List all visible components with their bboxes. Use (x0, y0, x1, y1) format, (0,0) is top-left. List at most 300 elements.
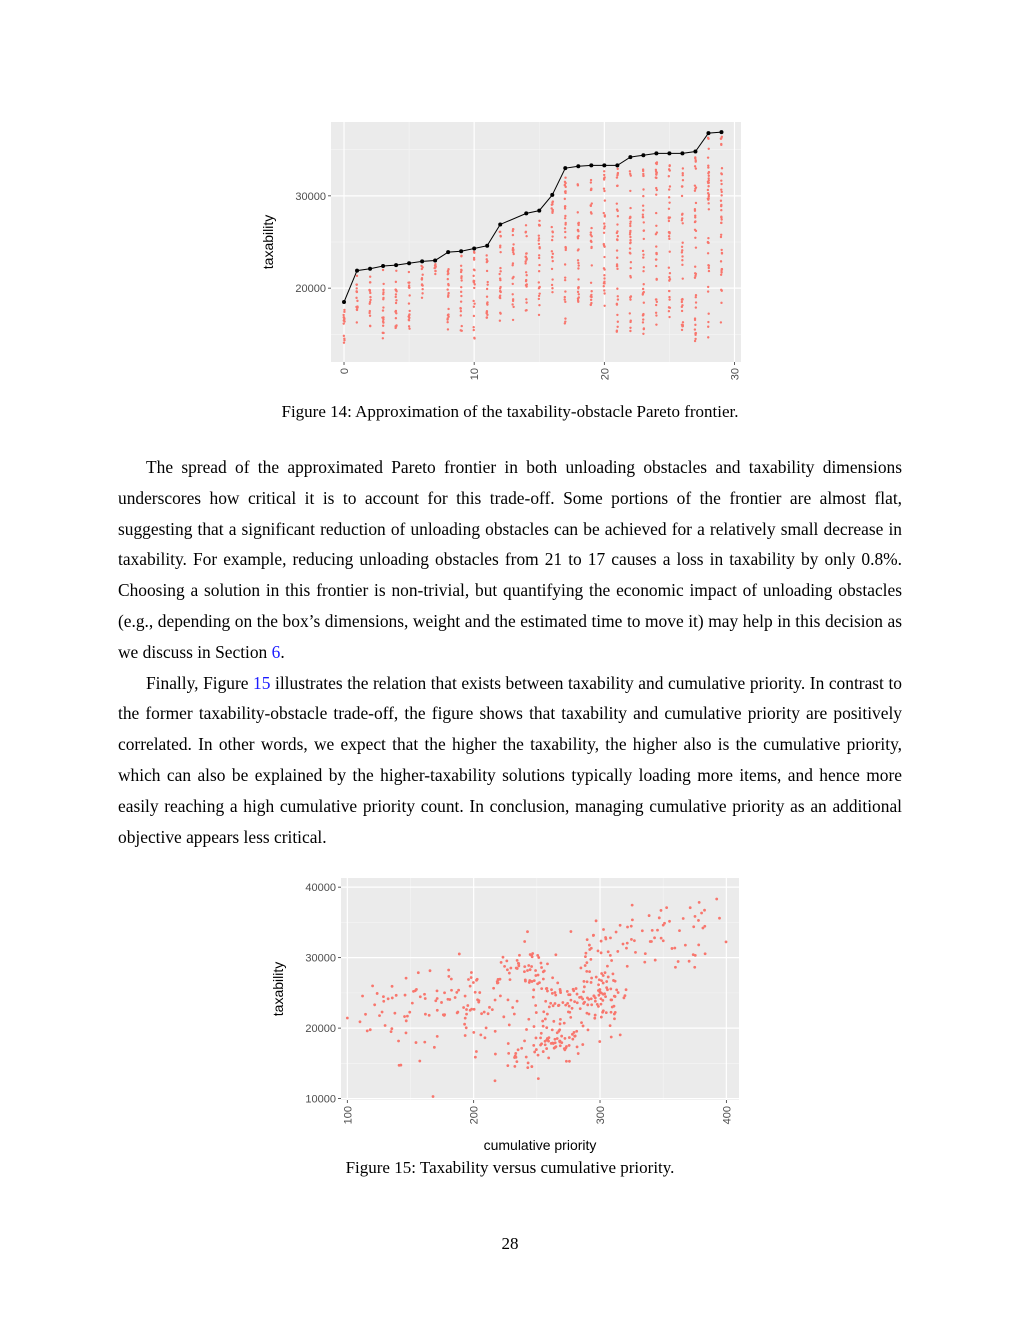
data-point (707, 156, 709, 158)
data-point (594, 1000, 597, 1003)
data-point (590, 295, 592, 297)
data-point (603, 177, 605, 179)
data-point (720, 218, 722, 220)
data-point (580, 1021, 583, 1024)
data-point (436, 997, 439, 1000)
data-point (486, 316, 488, 318)
data-point (432, 1095, 435, 1098)
data-point (625, 988, 628, 991)
data-point (580, 996, 583, 999)
data-point (604, 215, 606, 217)
data-point (674, 966, 677, 969)
data-point (508, 1024, 511, 1027)
data-point (361, 995, 364, 998)
data-point (603, 305, 605, 307)
data-point (520, 1047, 523, 1050)
data-point (376, 992, 379, 995)
data-point (382, 1000, 385, 1003)
data-point (616, 174, 618, 176)
data-point (697, 919, 700, 922)
section-ref-link[interactable]: 6 (271, 641, 281, 662)
data-point (668, 196, 670, 198)
data-point (566, 1002, 569, 1005)
data-point (382, 325, 384, 327)
data-point (577, 224, 579, 226)
data-point (629, 252, 631, 254)
data-point (540, 1032, 543, 1035)
data-point (391, 997, 394, 1000)
data-point (616, 303, 618, 305)
data-point (546, 1013, 549, 1016)
data-point (597, 949, 600, 952)
data-point (393, 1012, 396, 1015)
data-point (603, 187, 605, 189)
data-point (371, 984, 374, 987)
data-point (460, 275, 462, 277)
data-point (708, 265, 710, 267)
data-point (707, 286, 709, 288)
frontier-point (537, 209, 541, 213)
data-point (725, 940, 728, 943)
data-point (603, 190, 605, 192)
data-point (607, 976, 610, 979)
data-point (499, 994, 502, 997)
data-point (408, 294, 410, 296)
data-point (577, 262, 579, 264)
data-point (447, 278, 449, 280)
data-point (512, 243, 514, 245)
data-point (551, 226, 553, 228)
y-tick-label: 30000 (295, 190, 326, 203)
frontier-point (654, 151, 658, 155)
frontier-point (498, 222, 502, 226)
data-point (682, 167, 684, 169)
data-point (708, 267, 710, 269)
data-point (450, 989, 453, 992)
data-point (568, 1060, 571, 1063)
data-point (564, 236, 566, 238)
data-point (593, 1017, 596, 1020)
data-point (405, 1031, 408, 1034)
data-point (395, 293, 397, 295)
frontier-point (420, 259, 424, 263)
plot-panel (341, 878, 739, 1100)
data-point (582, 990, 585, 993)
data-point (473, 329, 475, 331)
data-point (538, 257, 540, 259)
data-point (407, 281, 409, 283)
data-point (382, 297, 384, 299)
data-point (460, 329, 462, 331)
data-point (487, 1012, 490, 1015)
data-point (616, 331, 618, 333)
data-point (355, 297, 357, 299)
data-point (535, 1037, 538, 1040)
data-point (499, 295, 501, 297)
data-point (523, 1039, 526, 1042)
data-point (590, 290, 592, 292)
data-point (561, 1001, 564, 1004)
data-point (369, 276, 371, 278)
data-point (459, 307, 461, 309)
data-point (545, 1047, 548, 1050)
frontier-point (342, 300, 346, 304)
data-point (422, 274, 424, 276)
data-point (538, 298, 540, 300)
frontier-point (485, 244, 489, 248)
data-point (668, 316, 670, 318)
data-point (534, 1004, 537, 1007)
data-point (694, 237, 696, 239)
data-point (681, 255, 683, 257)
data-point (695, 273, 697, 275)
data-point (668, 201, 670, 203)
data-point (655, 245, 657, 247)
data-point (681, 246, 683, 248)
data-point (564, 298, 566, 300)
data-point (460, 286, 462, 288)
data-point (551, 992, 554, 995)
data-point (356, 308, 358, 310)
data-point (613, 1005, 616, 1008)
data-point (630, 925, 633, 928)
data-point (382, 337, 384, 339)
data-point (538, 220, 540, 222)
frontier-point (524, 211, 528, 215)
data-point (421, 284, 423, 286)
data-point (590, 227, 592, 229)
data-point (590, 181, 592, 183)
data-point (447, 313, 449, 315)
data-point (570, 999, 573, 1002)
data-point (694, 338, 696, 340)
data-point (583, 985, 586, 988)
data-point (682, 174, 684, 176)
data-point (455, 991, 458, 994)
data-point (424, 997, 427, 1000)
data-point (564, 192, 566, 194)
frontier-point (433, 258, 437, 262)
data-point (708, 148, 710, 150)
data-point (546, 962, 549, 965)
data-point (513, 253, 515, 255)
data-point (677, 960, 680, 963)
data-point (497, 978, 500, 981)
data-point (420, 265, 422, 267)
data-point (457, 989, 460, 992)
data-point (421, 268, 423, 270)
data-point (568, 1044, 571, 1047)
data-point (588, 944, 591, 947)
data-point (682, 222, 684, 224)
data-point (707, 290, 709, 292)
data-point (642, 318, 644, 320)
data-point (597, 989, 600, 992)
data-point (668, 920, 671, 923)
data-point (604, 199, 606, 201)
data-point (681, 213, 683, 215)
data-point (630, 267, 632, 269)
data-point (525, 271, 527, 273)
data-point (474, 991, 477, 994)
figure-ref-link[interactable]: 15 (253, 672, 271, 693)
data-point (597, 1005, 600, 1008)
data-point (508, 972, 511, 975)
data-point (720, 302, 722, 304)
data-point (577, 259, 579, 261)
data-point (382, 320, 384, 322)
data-point (447, 998, 450, 1001)
data-point (407, 315, 409, 317)
data-point (552, 253, 554, 255)
data-point (707, 242, 709, 244)
data-point (577, 1052, 580, 1055)
data-point (552, 1020, 555, 1023)
data-point (472, 300, 474, 302)
data-point (616, 268, 618, 270)
data-point (554, 1002, 557, 1005)
data-point (525, 1028, 528, 1031)
data-point (568, 1011, 571, 1014)
data-point (546, 990, 549, 993)
data-point (642, 292, 644, 294)
data-point (708, 270, 710, 272)
data-point (408, 1011, 411, 1014)
data-point (707, 185, 709, 187)
data-point (485, 254, 487, 256)
data-point (642, 175, 644, 177)
data-point (655, 173, 657, 175)
data-point (533, 1025, 536, 1028)
data-point (506, 1064, 509, 1067)
data-point (616, 230, 618, 232)
data-point (707, 197, 709, 199)
data-point (566, 990, 569, 993)
data-point (543, 970, 546, 973)
data-point (525, 235, 527, 237)
data-point (682, 179, 684, 181)
data-point (648, 914, 651, 917)
data-point (629, 242, 631, 244)
data-point (540, 962, 543, 965)
data-point (629, 230, 631, 232)
data-point (382, 332, 384, 334)
data-point (460, 291, 462, 293)
paragraph-1-text: The spread of the approximated Pareto frontier in both unloading obstacles and taxability dimensions underscores how critical it is to account for this trade-off. Some portions of the frontier are almost flat, suggesting that a significant reduction of unloading obstacles can be achieved for a relatively small decrease in taxability. For example, reducing unloading obstacles from 21 to 17 causes a loss in taxability by only 0.8%. Choosing a solution in this frontier is non-trivial, but quantifying the economic impact of unloading obstacles (e.g., depending on the box’s dimensions, weight and the estimated time to move it) may help in this decision as we discuss in Section (118, 457, 902, 662)
data-point (597, 994, 600, 997)
data-point (707, 189, 709, 191)
paragraph-2-text: illustrates the relation that exists between taxability and cumulative priority. In contrast to the former taxability-obstacle trade-off, the figure shows that taxability and cumulative priority are positively correlated. In other words, we expect that the higher the taxability, the higher also is the cumulative priority, which can also be explained by the higher-taxability solutions typically loading more items, and hence more easily reaching a high cumulative priority count. In conclusion, managing cumulative priority as an additional objective appears less critical. (118, 672, 902, 847)
data-point (533, 979, 536, 982)
data-point (502, 956, 505, 959)
data-point (382, 269, 384, 271)
data-point (494, 1079, 497, 1082)
data-point (537, 1054, 540, 1057)
data-point (509, 967, 512, 970)
y-axis-label: taxability (270, 961, 286, 1017)
data-point (656, 231, 658, 233)
data-point (421, 292, 423, 294)
x-tick-label: 20 (599, 368, 612, 381)
data-point (534, 974, 537, 977)
data-point (436, 989, 439, 992)
y-axis-label: taxability (260, 214, 276, 270)
data-point (631, 904, 634, 907)
data-point (382, 289, 384, 291)
data-point (551, 256, 553, 258)
data-point (532, 996, 535, 999)
data-point (616, 202, 618, 204)
data-point (506, 968, 509, 971)
data-point (538, 314, 540, 316)
data-point (460, 295, 462, 297)
data-point (610, 1036, 613, 1039)
data-point (643, 327, 645, 329)
data-point (604, 971, 607, 974)
data-point (707, 313, 709, 315)
data-point (507, 1052, 510, 1055)
data-point (708, 208, 710, 210)
data-point (342, 314, 344, 316)
data-point (421, 288, 423, 290)
data-point (513, 1065, 516, 1068)
data-point (617, 298, 619, 300)
data-point (511, 303, 513, 305)
data-point (496, 982, 499, 985)
data-point (369, 281, 371, 283)
data-point (619, 1033, 622, 1036)
data-point (655, 162, 657, 164)
data-point (591, 264, 593, 266)
data-point (629, 190, 631, 192)
data-point (643, 302, 645, 304)
data-point (540, 966, 543, 969)
data-point (695, 202, 697, 204)
data-point (609, 1024, 612, 1027)
data-point (440, 1001, 443, 1004)
data-point (585, 970, 588, 973)
data-point (433, 1046, 436, 1049)
data-point (720, 172, 722, 174)
data-point (434, 265, 436, 267)
data-point (411, 1002, 414, 1005)
data-point (568, 1036, 571, 1039)
data-point (525, 280, 527, 282)
data-point (404, 994, 407, 997)
data-point (514, 1055, 517, 1058)
data-point (603, 274, 605, 276)
data-point (395, 289, 397, 291)
data-point (538, 295, 540, 297)
data-point (629, 216, 631, 218)
data-point (643, 221, 645, 223)
data-point (616, 314, 618, 316)
data-point (491, 1008, 494, 1011)
data-point (694, 915, 697, 918)
data-point (590, 204, 592, 206)
data-point (382, 309, 384, 311)
data-point (590, 1003, 593, 1006)
data-point (629, 207, 631, 209)
data-point (564, 181, 566, 183)
data-point (603, 292, 605, 294)
data-point (681, 251, 683, 253)
data-point (643, 229, 645, 231)
data-point (551, 250, 553, 252)
data-point (707, 172, 709, 174)
data-point (472, 981, 475, 984)
data-point (694, 277, 696, 279)
data-point (469, 985, 472, 988)
data-point (590, 234, 592, 236)
data-point (436, 1035, 439, 1038)
data-point (668, 290, 670, 292)
data-point (544, 1018, 547, 1021)
data-point (542, 978, 545, 981)
data-point (590, 231, 592, 233)
data-point (694, 216, 696, 218)
data-point (682, 277, 684, 279)
data-point (619, 924, 622, 927)
data-point (704, 952, 707, 955)
data-point (538, 281, 540, 283)
data-point (586, 1003, 589, 1006)
data-point (485, 312, 487, 314)
data-point (473, 315, 475, 317)
data-point (681, 185, 683, 187)
data-point (545, 987, 548, 990)
data-point (500, 235, 502, 237)
data-point (603, 174, 605, 176)
data-point (552, 231, 554, 233)
data-point (655, 323, 657, 325)
data-point (642, 321, 644, 323)
data-point (544, 1000, 547, 1003)
data-point (542, 1025, 545, 1028)
data-point (394, 325, 396, 327)
data-point (695, 230, 697, 232)
data-point (582, 1025, 585, 1028)
data-point (569, 1016, 572, 1019)
data-point (642, 270, 644, 272)
data-point (382, 995, 385, 998)
data-point (539, 1036, 542, 1039)
data-point (505, 959, 508, 962)
data-point (538, 981, 541, 984)
data-point (384, 1024, 387, 1027)
data-point (479, 1033, 482, 1036)
data-point (464, 995, 467, 998)
data-point (695, 306, 697, 308)
data-point (617, 991, 620, 994)
data-point (447, 292, 449, 294)
data-point (577, 267, 579, 269)
data-point (707, 321, 709, 323)
data-point (682, 321, 684, 323)
data-point (615, 931, 618, 934)
data-point (634, 951, 637, 954)
data-point (720, 274, 722, 276)
data-point (507, 998, 510, 1001)
data-point (343, 342, 345, 344)
data-point (390, 1030, 393, 1033)
data-point (460, 314, 462, 316)
page-number: 28 (501, 1234, 519, 1253)
data-point (528, 981, 531, 984)
data-point (486, 295, 488, 297)
data-point (586, 980, 589, 983)
data-point (538, 246, 540, 248)
